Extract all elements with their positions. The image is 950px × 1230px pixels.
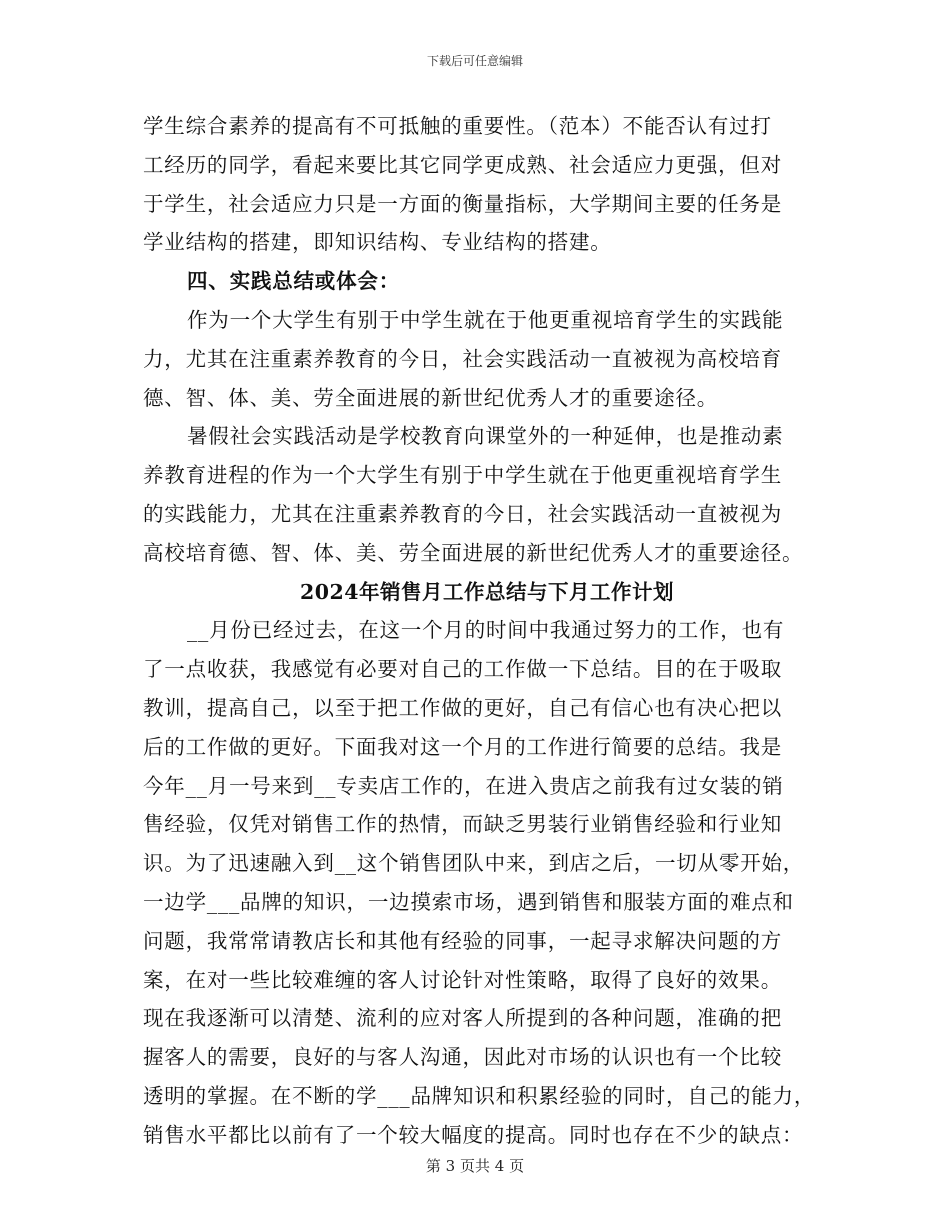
text-line: 售经验，仅凭对销售工作的热情，而缺乏男装行业销售经验和行业知 bbox=[143, 812, 782, 837]
text-line: 于学生，社会适应力只是一方面的衡量指标，大学期间主要的任务是 bbox=[143, 191, 782, 216]
paragraph-sales-summary bbox=[143, 611, 816, 1154]
text-line: 工经历的同学，看起来要比其它同学更成熟、社会适应力更强，但对 bbox=[143, 152, 782, 177]
text-line: 作为一个大学生有别于中学生就在于他更重视培育学生的实践能 bbox=[187, 307, 784, 332]
text-line: 握客人的需要，良好的与客人沟通，因此对市场的认识也有一个比较 bbox=[143, 1045, 782, 1070]
paragraph-practice-2 bbox=[143, 417, 803, 572]
text-line: 高校培育德、智、体、美、劳全面进展的新世纪优秀人才的重要途径。 bbox=[143, 540, 804, 565]
section-heading: 四、实践总结或体会： bbox=[187, 269, 400, 294]
text-line: 问题，我常常请教店长和其他有经验的同事，一起寻求解决问题的方 bbox=[143, 928, 782, 953]
text-line: 现在我逐渐可以清楚、流利的应对客人所提到的各种问题，准确的把 bbox=[143, 1006, 782, 1031]
page-header: 下载后可任意编辑 bbox=[426, 54, 523, 68]
text-line: 后的工作做的更好。下面我对这一个月的工作进行简要的总结。我是 bbox=[143, 734, 782, 759]
text-line: 养教育进程的作为一个大学生有别于中学生就在于他更重视培育学生 bbox=[143, 463, 782, 488]
text-line: 学生综合素养的提高有不可抵触的重要性。（范本）不能否认有过打 bbox=[143, 114, 772, 138]
text-line: 透明的掌握。在不断的学___品牌知识和积累经验的同时，自己的能力， bbox=[143, 1083, 816, 1108]
text-line: 德、智、体、美、劳全面进展的新世纪优秀人才的重要途径。 bbox=[143, 385, 719, 410]
document-title: 2024年销售月工作总结与下月工作计划 bbox=[299, 579, 675, 604]
text-line: 的实践能力，尤其在注重素养教育的今日，社会实践活动一直被视为 bbox=[143, 501, 782, 526]
paragraph-practice-1 bbox=[143, 301, 803, 417]
text-line: 力，尤其在注重素养教育的今日，社会实践活动一直被视为高校培育 bbox=[143, 346, 782, 371]
text-line: 教训，提高自己，以至于把工作做的更好，自己有信心也有决心把以 bbox=[143, 695, 782, 720]
text-line: 一边学___品牌的知识，一边摸索市场，遇到销售和服装方面的难点和 bbox=[143, 889, 794, 914]
text-line: __月份已经过去，在这一个月的时间中我通过努力的工作，也有 bbox=[187, 618, 785, 643]
document-body bbox=[143, 107, 816, 1155]
text-line: 案，在对一些比较难缠的客人讨论针对性策略，取得了良好的效果。 bbox=[143, 967, 782, 992]
text-line: 识。为了迅速融入到__这个销售团队中来，到店之后，一切从零开始， bbox=[143, 851, 805, 876]
paragraph-continuation bbox=[143, 107, 803, 262]
text-line: 了一点收获，我感觉有必要对自己的工作做一下总结。目的在于吸取 bbox=[143, 657, 782, 682]
page-number: 第 3 页共 4 页 bbox=[425, 1157, 525, 1175]
text-line: 今年__月一号来到__专卖店工作的，在进入贵店之前我有过女装的销 bbox=[143, 773, 784, 798]
text-line: 学业结构的搭建，即知识结构、专业结构的搭建。 bbox=[143, 230, 612, 255]
text-line: 销售水平都比以前有了一个较大幅度的提高。同时也存在不少的缺点： bbox=[143, 1122, 804, 1147]
text-line: 暑假社会实践活动是学校教育向课堂外的一种延伸，也是推动素 bbox=[187, 424, 784, 449]
